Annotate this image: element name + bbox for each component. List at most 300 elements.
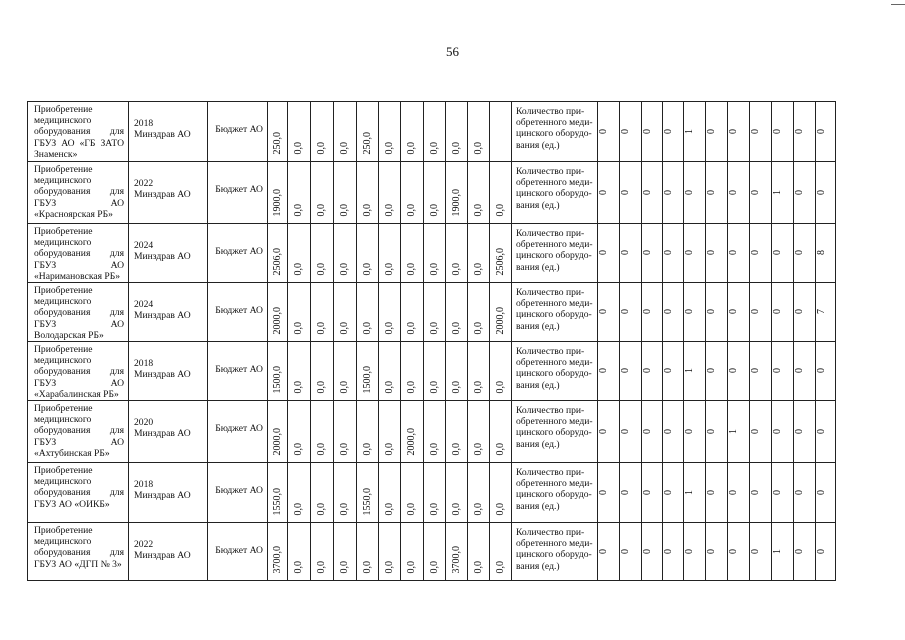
count-cell	[772, 342, 794, 401]
count-cell	[772, 283, 794, 342]
count-value: 0	[642, 309, 653, 315]
count-value: 0	[772, 490, 783, 496]
amount-value: 0,0	[450, 380, 462, 394]
count-cell	[684, 102, 706, 162]
count-cell	[706, 401, 728, 463]
indicator-line: Количество при-	[516, 346, 585, 358]
indicator-cell	[512, 102, 598, 162]
count-value: 0	[750, 549, 761, 555]
indicator-line: обретенного меди-	[516, 117, 593, 129]
amount-cell	[311, 162, 334, 224]
amount-cell	[424, 224, 446, 283]
count-cell	[620, 342, 642, 401]
indicator-line: вания (ед.)	[516, 560, 560, 572]
customer-label: Минздрав АО	[134, 129, 191, 141]
count-value: 0	[598, 190, 609, 195]
year-customer-cell	[129, 342, 208, 401]
amount-cell	[334, 102, 357, 162]
amount-value: 2506,0	[271, 247, 283, 276]
count-value: 0	[794, 250, 805, 256]
count-value: 0	[794, 129, 805, 134]
amount-value: 0,0	[293, 203, 304, 216]
amount-cell	[490, 523, 512, 581]
table-row	[28, 342, 836, 401]
count-value: 0	[728, 129, 739, 134]
amount-value: 0,0	[494, 502, 506, 516]
count-cell	[620, 401, 642, 463]
count-value: 0	[684, 429, 695, 435]
amount-cell	[424, 523, 446, 581]
amount-cell	[268, 463, 288, 523]
count-value: 0	[598, 129, 609, 134]
amount-value: 0,0	[472, 203, 484, 216]
count-value: 0	[706, 490, 717, 496]
indicator-line: вания (ед.)	[516, 500, 560, 512]
count-cell	[684, 162, 706, 224]
count-cell	[684, 523, 706, 581]
count-value: 0	[598, 309, 609, 315]
count-value: 0	[598, 490, 609, 496]
year-label: 2022	[134, 539, 154, 551]
count-cell	[684, 224, 706, 283]
amount-value: 0,0	[428, 442, 440, 456]
amount-cell	[468, 162, 490, 224]
count-cell	[620, 523, 642, 581]
amount-value: 0,0	[339, 141, 350, 154]
count-value: 1	[684, 490, 695, 496]
amount-value: 0,0	[293, 321, 304, 335]
amount-cell	[357, 283, 379, 342]
year-customer-cell	[129, 162, 208, 224]
program-name-cell: Приобретение медицинского оборудования для ГБУЗ АО «Наримановская РБ»	[28, 224, 129, 283]
amount-cell	[379, 523, 401, 581]
count-value: 0	[794, 190, 805, 195]
amount-cell	[490, 102, 512, 162]
program-name-cell: Приобретение медицинского оборудования для ГБУЗ АО «ДГП № 3»	[28, 523, 129, 581]
amount-cell	[379, 162, 401, 224]
budget-cell	[208, 401, 268, 463]
count-cell	[772, 224, 794, 283]
amount-value: 0,0	[450, 321, 462, 335]
amount-value: 0,0	[383, 262, 395, 276]
indicator-line: Количество при-	[516, 166, 585, 177]
program-name-cell: Приобретение медицинского оборудования для ГБУЗ АО «Красноярская РБ»	[28, 162, 129, 224]
amount-value: 0,0	[339, 262, 350, 276]
count-cell	[750, 342, 772, 401]
count-cell	[706, 463, 728, 523]
indicator-line: цинского оборудо-	[516, 549, 592, 561]
amount-cell	[311, 224, 334, 283]
table-row	[28, 102, 836, 162]
amount-cell	[490, 224, 512, 283]
budget-source-label: Бюджет АО	[215, 364, 263, 376]
amount-value: 0,0	[406, 141, 417, 154]
amount-cell	[379, 283, 401, 342]
amount-cell	[446, 523, 468, 581]
count-cell	[794, 463, 816, 523]
count-cell	[598, 523, 620, 581]
count-cell	[684, 463, 706, 523]
count-cell	[684, 342, 706, 401]
amount-cell	[468, 463, 490, 523]
count-cell	[816, 342, 836, 401]
indicator-line: Количество при-	[516, 106, 585, 117]
count-cell	[750, 401, 772, 463]
count-value: 0	[728, 490, 739, 496]
amount-value: 3700,0	[271, 545, 283, 574]
amount-value: 0,0	[472, 560, 484, 574]
amount-cell	[379, 102, 401, 162]
count-value: 0	[620, 368, 631, 374]
count-cell	[750, 102, 772, 162]
indicator-line: цинского оборудо-	[516, 188, 592, 200]
amount-cell	[401, 342, 424, 401]
amount-value: 0,0	[428, 203, 440, 216]
count-value: 0	[598, 368, 609, 374]
amount-value: 0,0	[383, 442, 395, 456]
amount-cell	[288, 102, 311, 162]
amount-value: 0,0	[494, 442, 506, 456]
amount-value: 1550,0	[271, 487, 283, 516]
budget-source-label: Бюджет АО	[215, 305, 263, 317]
count-value: 0	[706, 129, 717, 134]
amount-cell	[379, 463, 401, 523]
amount-value: 2000,0	[271, 306, 283, 335]
indicator-line: Количество при-	[516, 228, 585, 239]
amount-cell	[334, 463, 357, 523]
budget-source-label: Бюджет АО	[215, 124, 263, 135]
indicator-cell	[512, 463, 598, 523]
year-customer-cell	[129, 283, 208, 342]
amount-cell	[446, 463, 468, 523]
count-cell	[728, 523, 750, 581]
amount-cell	[357, 523, 379, 581]
amount-cell	[334, 401, 357, 463]
count-cell	[663, 162, 684, 224]
count-value: 0	[620, 549, 631, 555]
count-cell	[642, 102, 663, 162]
budget-cell	[208, 224, 268, 283]
budget-source-label: Бюджет АО	[215, 423, 263, 435]
page-number: 56	[446, 44, 459, 59]
count-cell	[642, 463, 663, 523]
count-cell	[816, 401, 836, 463]
count-value: 0	[816, 549, 827, 555]
count-value: 1	[684, 129, 695, 134]
indicator-line: обретенного меди-	[516, 478, 593, 490]
indicator-line: вания (ед.)	[516, 379, 560, 391]
count-value: 0	[794, 368, 805, 374]
indicator-cell	[512, 401, 598, 463]
indicator-cell	[512, 342, 598, 401]
count-value: 0	[728, 549, 739, 555]
count-cell	[794, 283, 816, 342]
year-customer-cell	[129, 102, 208, 162]
year-label: 2018	[134, 118, 154, 129]
count-value: 0	[663, 309, 674, 315]
amount-value: 0,0	[383, 560, 395, 574]
amount-cell	[268, 523, 288, 581]
amount-cell	[311, 523, 334, 581]
count-cell	[598, 463, 620, 523]
count-value: 0	[598, 250, 609, 256]
count-cell	[794, 342, 816, 401]
amount-value: 0,0	[450, 502, 462, 516]
indicator-line: цинского оборудо-	[516, 250, 592, 262]
count-value: 0	[706, 368, 717, 374]
count-cell	[728, 342, 750, 401]
count-cell	[728, 224, 750, 283]
count-value: 0	[620, 129, 631, 134]
count-value: 0	[794, 309, 805, 315]
year-label: 2024	[134, 299, 154, 311]
budget-cell	[208, 283, 268, 342]
count-value: 0	[598, 549, 609, 555]
count-cell	[620, 463, 642, 523]
amount-value: 0,0	[293, 262, 304, 276]
amount-cell	[446, 102, 468, 162]
count-cell	[816, 102, 836, 162]
count-cell	[598, 162, 620, 224]
year-label: 2018	[134, 358, 154, 370]
amount-value: 2000,0	[271, 427, 283, 456]
count-value: 0	[750, 368, 761, 374]
count-cell	[663, 224, 684, 283]
count-cell	[706, 162, 728, 224]
count-cell	[728, 401, 750, 463]
count-cell	[684, 283, 706, 342]
amount-value: 0,0	[293, 141, 304, 154]
amount-value: 0,0	[472, 380, 484, 394]
count-cell	[598, 283, 620, 342]
count-value: 0	[772, 129, 783, 134]
budget-source-label: Бюджет АО	[215, 545, 263, 557]
count-value: 0	[620, 429, 631, 435]
amount-cell	[468, 102, 490, 162]
amount-cell	[468, 342, 490, 401]
amount-value: 250,0	[361, 131, 373, 154]
indicator-line: вания (ед.)	[516, 320, 560, 332]
count-value: 0	[663, 429, 674, 435]
indicator-line: цинского оборудо-	[516, 128, 592, 140]
count-cell	[642, 342, 663, 401]
customer-label: Минздрав АО	[134, 310, 191, 322]
amount-cell	[357, 463, 379, 523]
amount-cell	[357, 162, 379, 224]
count-cell	[772, 401, 794, 463]
amount-cell	[446, 401, 468, 463]
amount-cell	[288, 401, 311, 463]
amount-cell	[468, 401, 490, 463]
count-value: 8	[816, 250, 827, 256]
amount-cell	[311, 283, 334, 342]
indicator-line: Количество при-	[516, 527, 585, 539]
indicator-line: цинского оборудо-	[516, 427, 592, 439]
count-cell	[772, 102, 794, 162]
count-value: 0	[620, 250, 631, 256]
program-name-cell: Приобретение медицинского оборудования для ГБУЗ АО «Харабалинская РБ»	[28, 342, 129, 401]
amount-cell	[334, 162, 357, 224]
amount-cell	[288, 463, 311, 523]
amount-value: 0,0	[406, 262, 417, 276]
amount-value: 0,0	[361, 560, 373, 574]
count-cell	[794, 102, 816, 162]
count-value: 0	[642, 129, 653, 134]
count-cell	[598, 342, 620, 401]
program-name-cell: Приобретение медицинского оборудования для ГБУЗ АО «Ахтубинская РБ»	[28, 401, 129, 463]
amount-cell	[379, 342, 401, 401]
amount-value: 0,0	[383, 502, 395, 516]
amount-value: 0,0	[494, 380, 506, 394]
amount-value: 0,0	[361, 321, 373, 335]
count-cell	[642, 162, 663, 224]
customer-label: Минздрав АО	[134, 251, 191, 263]
count-cell	[642, 401, 663, 463]
year-label: 2022	[134, 178, 154, 189]
amount-value: 0,0	[316, 380, 327, 394]
count-value: 0	[663, 368, 674, 374]
amount-cell	[401, 162, 424, 224]
program-name-cell: Приобретение медицинского оборудования для ГБУЗ АО «ГБ ЗАТО Знаменск»	[28, 102, 129, 162]
amount-cell	[401, 463, 424, 523]
budget-source-label: Бюджет АО	[215, 184, 263, 195]
count-value: 0	[663, 490, 674, 496]
year-customer-cell	[129, 401, 208, 463]
indicator-line: цинского оборудо-	[516, 368, 592, 380]
indicator-line: обретенного меди-	[516, 538, 593, 550]
count-cell	[706, 342, 728, 401]
count-cell	[663, 283, 684, 342]
indicator-line: Количество при-	[516, 405, 585, 417]
count-value: 1	[772, 190, 783, 195]
amount-cell	[268, 162, 288, 224]
count-cell	[728, 283, 750, 342]
count-cell	[728, 162, 750, 224]
count-value: 0	[706, 549, 717, 555]
indicator-cell	[512, 162, 598, 224]
amount-cell	[424, 463, 446, 523]
count-value: 0	[794, 490, 805, 496]
count-value: 0	[728, 250, 739, 256]
count-cell	[598, 102, 620, 162]
count-value: 0	[642, 490, 653, 496]
amount-value: 0,0	[293, 560, 304, 574]
amount-cell	[311, 401, 334, 463]
amount-cell	[490, 401, 512, 463]
count-value: 0	[750, 490, 761, 496]
amount-value: 0,0	[293, 502, 304, 516]
amount-value: 0,0	[339, 380, 350, 394]
amount-cell	[401, 401, 424, 463]
count-value: 0	[750, 429, 761, 435]
amount-value: 0,0	[450, 442, 462, 456]
year-label: 2020	[134, 417, 154, 429]
count-cell	[642, 523, 663, 581]
amount-value: 0,0	[316, 442, 327, 456]
amount-cell	[424, 342, 446, 401]
count-cell	[772, 463, 794, 523]
amount-value: 0,0	[472, 141, 484, 154]
amount-cell	[490, 342, 512, 401]
amount-cell	[334, 283, 357, 342]
amount-value: 0,0	[339, 203, 350, 216]
amount-cell	[288, 523, 311, 581]
amount-cell	[468, 283, 490, 342]
count-value: 0	[728, 368, 739, 374]
count-cell	[706, 224, 728, 283]
count-cell	[794, 401, 816, 463]
amount-cell	[288, 342, 311, 401]
amount-cell	[490, 283, 512, 342]
amount-cell	[424, 401, 446, 463]
count-cell	[598, 401, 620, 463]
amount-value: 0,0	[406, 321, 417, 335]
amount-value: 0,0	[406, 502, 417, 516]
amount-value: 0,0	[316, 262, 327, 276]
amount-value: 0,0	[361, 442, 373, 456]
count-value: 0	[816, 490, 827, 496]
count-cell	[750, 224, 772, 283]
amount-cell	[268, 401, 288, 463]
indicator-cell	[512, 283, 598, 342]
amount-cell	[446, 224, 468, 283]
count-value: 0	[684, 250, 695, 256]
budget-source-label: Бюджет АО	[215, 246, 263, 257]
amount-cell	[311, 463, 334, 523]
count-cell	[728, 463, 750, 523]
amount-value: 0,0	[406, 203, 417, 216]
year-customer-cell	[129, 523, 208, 581]
count-cell	[620, 162, 642, 224]
count-cell	[816, 463, 836, 523]
amount-value: 0,0	[472, 321, 484, 335]
count-cell	[642, 224, 663, 283]
count-cell	[706, 523, 728, 581]
amount-cell	[288, 224, 311, 283]
amount-value: 2000,0	[406, 427, 417, 456]
customer-label: Минздрав АО	[134, 550, 191, 562]
count-value: 1	[728, 429, 739, 435]
indicator-line: обретенного меди-	[516, 239, 593, 251]
amount-value: 0,0	[339, 442, 350, 456]
count-cell	[663, 401, 684, 463]
count-value: 0	[620, 490, 631, 496]
count-cell	[620, 283, 642, 342]
indicator-line: вания (ед.)	[516, 199, 560, 211]
indicator-line: обретенного меди-	[516, 177, 593, 189]
count-cell	[642, 283, 663, 342]
amount-value: 0,0	[316, 141, 327, 154]
count-cell	[663, 342, 684, 401]
amount-cell	[334, 342, 357, 401]
amount-cell	[268, 224, 288, 283]
indicator-line: вания (ед.)	[516, 261, 560, 273]
count-value: 0	[663, 129, 674, 134]
amount-cell	[446, 162, 468, 224]
count-cell	[816, 283, 836, 342]
amount-cell	[424, 102, 446, 162]
amount-value: 0,0	[339, 321, 350, 335]
count-value: 0	[598, 429, 609, 435]
amount-cell	[401, 283, 424, 342]
amount-cell	[446, 283, 468, 342]
amount-value: 3700,0	[450, 545, 462, 574]
amount-value: 1500,0	[271, 365, 283, 394]
year-label: 2024	[134, 240, 154, 251]
count-cell	[598, 224, 620, 283]
amount-cell	[379, 224, 401, 283]
amount-value: 0,0	[339, 502, 350, 516]
